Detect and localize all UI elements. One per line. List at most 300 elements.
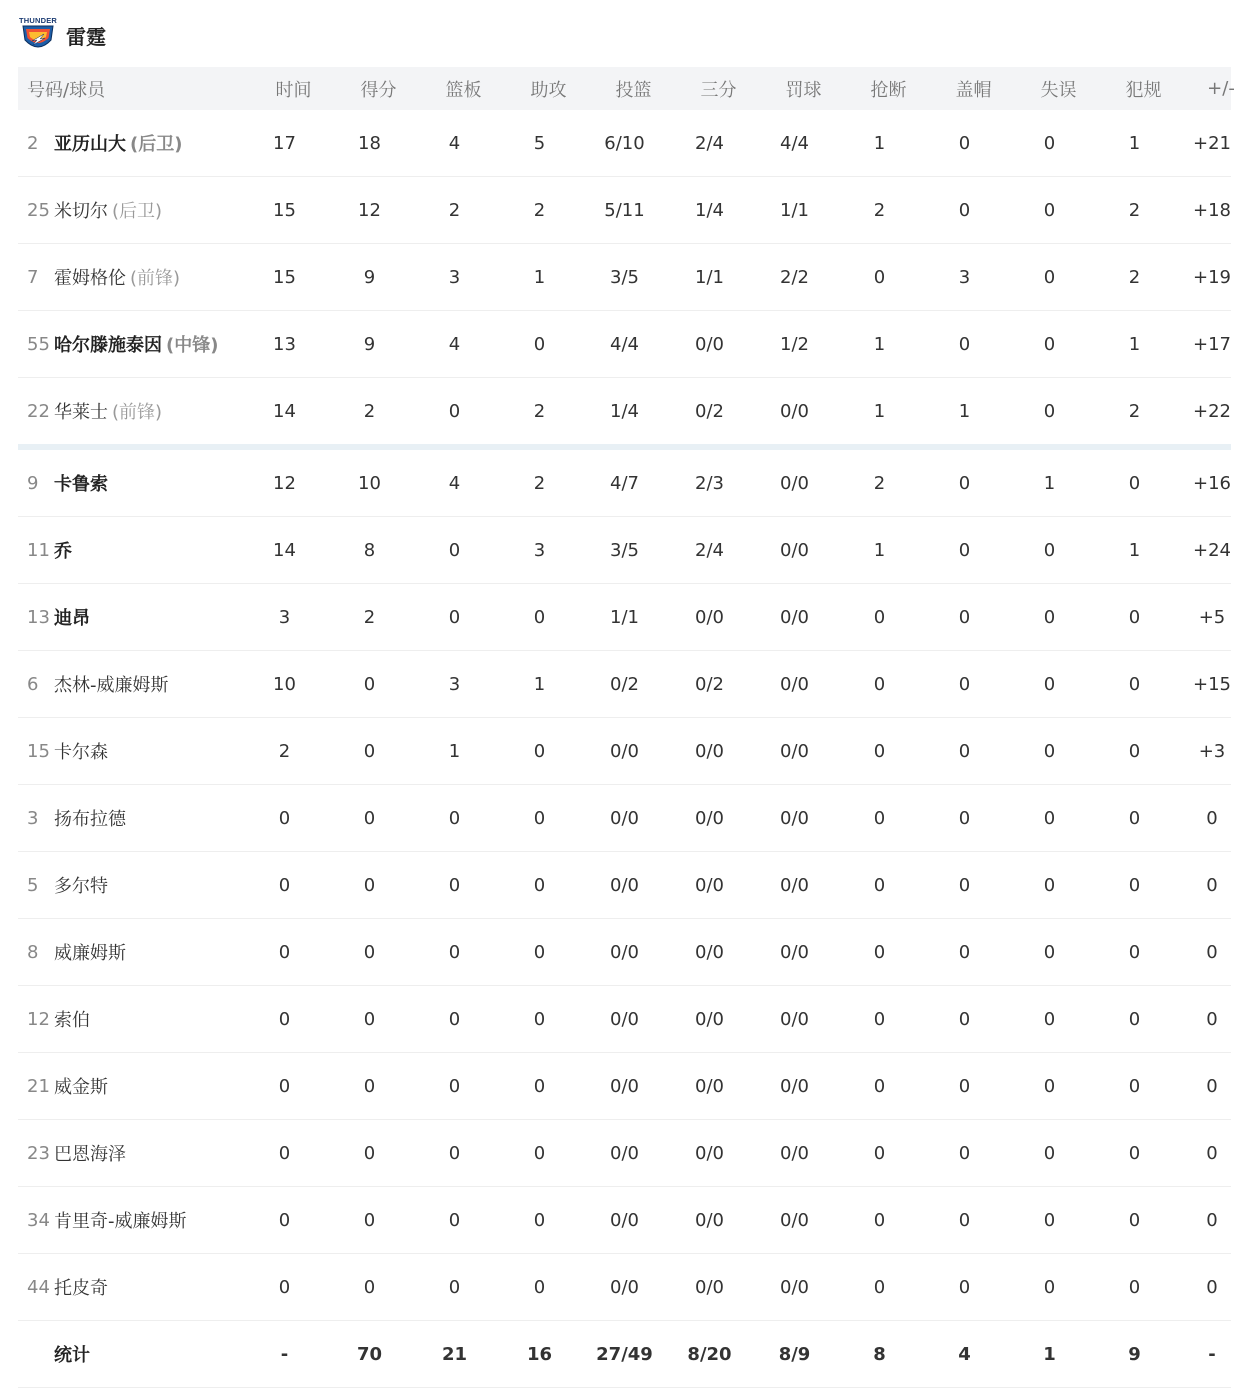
stat-turnovers: 1: [1043, 472, 1056, 494]
stat-blocks: 0: [958, 673, 971, 695]
total-three-pointers: 8/20: [687, 1343, 732, 1365]
stat-fouls: 0: [1128, 740, 1141, 762]
stat-minutes: 0: [278, 807, 291, 829]
player-number: 3: [27, 807, 39, 829]
stat-turnovers: 0: [1043, 1008, 1056, 1030]
player-number: 21: [27, 1075, 50, 1097]
column-header-turnovers[interactable]: 失误: [1040, 79, 1077, 101]
stat-minutes: 0: [278, 1075, 291, 1097]
stat-points: 0: [363, 874, 376, 896]
stat-rebounds: 4: [448, 132, 461, 154]
player-number: 34: [27, 1209, 50, 1231]
stat-plus-minus: 0: [1206, 1276, 1218, 1298]
player-number: 12: [27, 1008, 50, 1030]
stat-blocks: 0: [958, 606, 971, 628]
stat-blocks: 0: [958, 472, 971, 494]
stat-fouls: 2: [1128, 199, 1141, 221]
stat-turnovers: 0: [1043, 1209, 1056, 1231]
stat-free-throws: 1/2: [780, 333, 809, 355]
player-row[interactable]: [18, 1120, 1231, 1187]
stat-plus-minus: 0: [1206, 874, 1218, 896]
player-row[interactable]: [18, 517, 1231, 584]
stat-points: 8: [363, 539, 376, 561]
stat-three-pointers: 1/4: [695, 199, 724, 221]
stat-plus-minus: 0: [1206, 1008, 1218, 1030]
stat-plus-minus: +21: [1193, 132, 1231, 154]
stat-blocks: 0: [958, 539, 971, 561]
stat-fouls: 0: [1128, 673, 1141, 695]
stat-three-pointers: 2/4: [695, 539, 724, 561]
stat-field-goals: 6/10: [604, 132, 645, 154]
stat-field-goals: 0/0: [610, 1209, 639, 1231]
column-header-field-goals[interactable]: 投篮: [615, 79, 652, 101]
stat-field-goals: 0/0: [610, 1075, 639, 1097]
stat-turnovers: 0: [1043, 740, 1056, 762]
stat-three-pointers: 0/0: [695, 807, 724, 829]
stat-points: 0: [363, 1209, 376, 1231]
player-position: (前锋): [112, 402, 163, 423]
stat-turnovers: 0: [1043, 1276, 1056, 1298]
player-cell: [18, 939, 242, 965]
stat-minutes: 0: [278, 1142, 291, 1164]
player-row[interactable]: [18, 378, 1231, 445]
stat-assists: 2: [533, 199, 546, 221]
stat-assists: 0: [533, 941, 546, 963]
total-blocks: 4: [958, 1343, 971, 1365]
stat-rebounds: 0: [448, 1209, 461, 1231]
stat-steals: 1: [873, 132, 886, 154]
stat-field-goals: 4/7: [610, 472, 639, 494]
stat-rebounds: 3: [448, 266, 461, 288]
stat-plus-minus: +17: [1193, 333, 1231, 355]
stat-minutes: 0: [278, 874, 291, 896]
team-header: [18, 14, 106, 56]
stat-turnovers: 0: [1043, 1075, 1056, 1097]
player-row[interactable]: [18, 1187, 1231, 1254]
player-position: (中锋): [166, 335, 219, 356]
stat-fouls: 1: [1128, 539, 1141, 561]
stat-blocks: 3: [958, 266, 971, 288]
stat-field-goals: 0/2: [610, 673, 639, 695]
stat-field-goals: 0/0: [610, 941, 639, 963]
stat-fouls: 0: [1128, 472, 1141, 494]
player-row[interactable]: [18, 1254, 1231, 1321]
column-header-steals[interactable]: 抢断: [870, 79, 907, 101]
stat-plus-minus: 0: [1206, 941, 1218, 963]
total-free-throws: 8/9: [778, 1343, 811, 1365]
stat-assists: 0: [533, 1276, 546, 1298]
stat-free-throws: 0/0: [780, 807, 809, 829]
player-name[interactable]: 威金斯: [54, 1077, 108, 1098]
column-header-free-throws[interactable]: 罚球: [785, 79, 822, 101]
stat-free-throws: 0/0: [780, 400, 809, 422]
total-minutes: -: [280, 1343, 289, 1365]
stat-turnovers: 0: [1043, 1142, 1056, 1164]
player-row[interactable]: [18, 450, 1231, 517]
stat-rebounds: 0: [448, 941, 461, 963]
player-cell: [18, 197, 242, 223]
column-header-three-pointers[interactable]: 三分: [700, 79, 737, 101]
stat-turnovers: 0: [1043, 539, 1056, 561]
stat-blocks: 1: [958, 400, 971, 422]
player-name[interactable]: 卡鲁索: [54, 474, 108, 495]
stat-assists: 5: [533, 132, 546, 154]
stat-blocks: 0: [958, 1075, 971, 1097]
stat-plus-minus: 0: [1206, 1075, 1218, 1097]
player-row[interactable]: [18, 852, 1231, 919]
player-name[interactable]: 卡尔森: [54, 742, 108, 763]
stat-rebounds: 4: [448, 472, 461, 494]
stat-steals: 0: [873, 1008, 886, 1030]
stat-free-throws: 1/1: [780, 199, 809, 221]
player-name[interactable]: 多尔特: [54, 876, 108, 897]
stat-plus-minus: +19: [1193, 266, 1231, 288]
stat-field-goals: 0/0: [610, 807, 639, 829]
stat-rebounds: 0: [448, 874, 461, 896]
player-name[interactable]: 亚历山大: [54, 134, 126, 155]
column-header-assists[interactable]: 助攻: [530, 79, 567, 101]
player-row[interactable]: [18, 244, 1231, 311]
stat-plus-minus: +15: [1193, 673, 1231, 695]
player-number: 25: [27, 199, 50, 221]
starters-group: [18, 110, 1231, 445]
stat-three-pointers: 0/0: [695, 874, 724, 896]
player-name[interactable]: 肯里奇-威廉姆斯: [54, 1211, 187, 1232]
player-cell: [18, 130, 242, 156]
stat-points: 9: [363, 333, 376, 355]
column-header-fouls[interactable]: 犯规: [1125, 79, 1162, 101]
stat-plus-minus: +16: [1193, 472, 1231, 494]
stat-turnovers: 0: [1043, 266, 1056, 288]
player-cell: [18, 1140, 242, 1166]
stat-field-goals: 0/0: [610, 1008, 639, 1030]
player-row[interactable]: [18, 785, 1231, 852]
stat-points: 12: [358, 199, 381, 221]
stat-plus-minus: 0: [1206, 1142, 1218, 1164]
stat-rebounds: 1: [448, 740, 461, 762]
stat-minutes: 15: [273, 199, 296, 221]
player-cell: [18, 264, 242, 290]
player-cell: [18, 805, 242, 831]
stat-free-throws: 0/0: [780, 539, 809, 561]
stat-points: 0: [363, 1142, 376, 1164]
stat-rebounds: 4: [448, 333, 461, 355]
player-number: 15: [27, 740, 50, 762]
stat-minutes: 10: [273, 673, 296, 695]
player-cell: [18, 872, 242, 898]
stat-assists: 3: [533, 539, 546, 561]
stat-three-pointers: 0/0: [695, 740, 724, 762]
stat-three-pointers: 0/0: [695, 1209, 724, 1231]
stat-plus-minus: +22: [1193, 400, 1231, 422]
column-header-player: 号码/球员: [27, 79, 106, 101]
player-number: 55: [27, 333, 50, 355]
player-name[interactable]: 哈尔滕施泰因: [54, 335, 162, 356]
player-name[interactable]: 米切尔: [54, 201, 108, 222]
stat-three-pointers: 0/0: [695, 1008, 724, 1030]
stat-assists: 0: [533, 1075, 546, 1097]
stat-turnovers: 0: [1043, 333, 1056, 355]
column-header-blocks[interactable]: 盖帽: [955, 79, 992, 101]
column-header-points[interactable]: 得分: [360, 79, 397, 101]
player-row[interactable]: [18, 986, 1231, 1053]
stat-assists: 0: [533, 333, 546, 355]
stat-three-pointers: 0/0: [695, 606, 724, 628]
player-cell: [18, 470, 242, 496]
player-row[interactable]: [18, 311, 1231, 378]
stat-free-throws: 0/0: [780, 1142, 809, 1164]
player-name[interactable]: 扬布拉德: [54, 809, 126, 830]
stat-steals: 0: [873, 1276, 886, 1298]
stat-field-goals: 0/0: [610, 1142, 639, 1164]
bench-group: [18, 450, 1231, 1321]
stat-steals: 0: [873, 673, 886, 695]
player-number: 22: [27, 400, 50, 422]
stat-assists: 0: [533, 740, 546, 762]
stat-minutes: 0: [278, 1008, 291, 1030]
stat-minutes: 0: [278, 1276, 291, 1298]
stat-free-throws: 2/2: [780, 266, 809, 288]
player-name[interactable]: 威廉姆斯: [54, 943, 126, 964]
stat-points: 0: [363, 807, 376, 829]
stat-points: 0: [363, 1075, 376, 1097]
stat-turnovers: 0: [1043, 874, 1056, 896]
stat-plus-minus: +3: [1198, 740, 1226, 762]
stat-three-pointers: 0/0: [695, 1142, 724, 1164]
column-header-minutes[interactable]: 时间: [275, 79, 312, 101]
player-number: 8: [27, 941, 39, 963]
player-cell: [18, 1006, 242, 1032]
stat-minutes: 0: [278, 941, 291, 963]
stat-steals: 0: [873, 1075, 886, 1097]
stat-field-goals: 1/1: [610, 606, 639, 628]
stat-three-pointers: 1/1: [695, 266, 724, 288]
stat-plus-minus: 0: [1206, 807, 1218, 829]
stat-plus-minus: 0: [1206, 1209, 1218, 1231]
stat-fouls: 1: [1128, 333, 1141, 355]
stat-free-throws: 0/0: [780, 941, 809, 963]
stat-blocks: 0: [958, 1276, 971, 1298]
stat-steals: 1: [873, 333, 886, 355]
stat-turnovers: 0: [1043, 941, 1056, 963]
total-field-goals: 27/49: [596, 1343, 653, 1365]
stat-field-goals: 4/4: [610, 333, 639, 355]
stat-steals: 0: [873, 606, 886, 628]
player-name[interactable]: 托皮奇: [54, 1278, 108, 1299]
stat-free-throws: 0/0: [780, 1008, 809, 1030]
stat-assists: 2: [533, 472, 546, 494]
stat-steals: 0: [873, 1142, 886, 1164]
total-steals: 8: [873, 1343, 886, 1365]
player-row[interactable]: [18, 177, 1231, 244]
player-number: 5: [27, 874, 39, 896]
stat-three-pointers: 0/2: [695, 400, 724, 422]
box-score-table: [18, 67, 1235, 1388]
player-row[interactable]: [18, 1053, 1231, 1120]
stat-rebounds: 0: [448, 1008, 461, 1030]
stat-fouls: 0: [1128, 941, 1141, 963]
stat-three-pointers: 0/0: [695, 1075, 724, 1097]
stat-points: 2: [363, 606, 376, 628]
stat-fouls: 2: [1128, 400, 1141, 422]
player-name[interactable]: 迪昂: [54, 608, 90, 629]
stat-free-throws: 0/0: [780, 673, 809, 695]
stat-assists: 1: [533, 266, 546, 288]
player-position: (后卫): [112, 201, 163, 222]
stat-rebounds: 0: [448, 400, 461, 422]
player-row[interactable]: [18, 584, 1231, 651]
player-cell: [18, 537, 242, 563]
stat-blocks: 0: [958, 1209, 971, 1231]
stat-minutes: 13: [273, 333, 296, 355]
stat-rebounds: 0: [448, 1075, 461, 1097]
stat-three-pointers: 2/4: [695, 132, 724, 154]
stat-steals: 2: [873, 472, 886, 494]
stat-blocks: 0: [958, 1008, 971, 1030]
stat-three-pointers: 0/0: [695, 1276, 724, 1298]
stat-minutes: 14: [273, 400, 296, 422]
stat-assists: 0: [533, 874, 546, 896]
stat-points: 0: [363, 740, 376, 762]
player-name[interactable]: 华莱士: [54, 402, 108, 423]
player-name[interactable]: 霍姆格伦: [54, 268, 126, 289]
stat-rebounds: 0: [448, 1276, 461, 1298]
stat-assists: 0: [533, 807, 546, 829]
stat-field-goals: 5/11: [604, 199, 645, 221]
player-number: 9: [27, 472, 39, 494]
stat-points: 0: [363, 1008, 376, 1030]
stat-rebounds: 0: [448, 539, 461, 561]
stat-points: 18: [358, 132, 381, 154]
stat-blocks: 0: [958, 807, 971, 829]
column-header-rebounds[interactable]: 篮板: [445, 79, 482, 101]
player-cell: [18, 1073, 242, 1099]
player-number: 13: [27, 606, 50, 628]
stat-turnovers: 0: [1043, 606, 1056, 628]
player-cell: [18, 1207, 242, 1233]
player-cell: [18, 1274, 242, 1300]
player-number: 6: [27, 673, 39, 695]
total-points: 70: [356, 1343, 383, 1365]
player-row[interactable]: [18, 651, 1231, 718]
stat-field-goals: 1/4: [610, 400, 639, 422]
player-row[interactable]: [18, 110, 1231, 177]
stat-rebounds: 0: [448, 807, 461, 829]
stat-turnovers: 0: [1043, 132, 1056, 154]
stat-blocks: 0: [958, 199, 971, 221]
total-fouls: 9: [1128, 1343, 1141, 1365]
stat-assists: 0: [533, 1142, 546, 1164]
stat-minutes: 17: [273, 132, 296, 154]
stat-blocks: 0: [958, 941, 971, 963]
player-number: 7: [27, 266, 39, 288]
stat-rebounds: 0: [448, 1142, 461, 1164]
player-cell: [18, 398, 242, 424]
stat-steals: 0: [873, 941, 886, 963]
stat-steals: 1: [873, 400, 886, 422]
stat-fouls: 0: [1128, 1142, 1141, 1164]
player-name[interactable]: 巴恩海泽: [54, 1144, 126, 1165]
player-number: 23: [27, 1142, 50, 1164]
stat-steals: 0: [873, 266, 886, 288]
stat-assists: 2: [533, 400, 546, 422]
stat-field-goals: 0/0: [610, 740, 639, 762]
stat-minutes: 2: [278, 740, 291, 762]
stat-assists: 0: [533, 1008, 546, 1030]
stat-points: 9: [363, 266, 376, 288]
player-name[interactable]: 杰林-威廉姆斯: [54, 675, 169, 696]
stat-minutes: 0: [278, 1209, 291, 1231]
stat-free-throws: 0/0: [780, 1075, 809, 1097]
player-cell: [18, 738, 242, 764]
player-row[interactable]: [18, 718, 1231, 785]
player-position: (后卫): [130, 134, 183, 155]
player-name[interactable]: 索伯: [54, 1010, 90, 1031]
stat-three-pointers: 0/0: [695, 941, 724, 963]
stat-blocks: 0: [958, 1142, 971, 1164]
stat-steals: 0: [873, 874, 886, 896]
stat-three-pointers: 2/3: [695, 472, 724, 494]
stat-rebounds: 0: [448, 606, 461, 628]
player-cell: [18, 671, 242, 697]
stat-minutes: 15: [273, 266, 296, 288]
stat-points: 10: [358, 472, 381, 494]
team-total-row: [18, 1321, 1231, 1388]
player-number: 44: [27, 1276, 50, 1298]
stat-free-throws: 0/0: [780, 874, 809, 896]
column-header-plus-minus[interactable]: +/-: [1207, 78, 1235, 99]
stat-fouls: 0: [1128, 1209, 1141, 1231]
stat-plus-minus: +18: [1193, 199, 1231, 221]
stat-points: 0: [363, 673, 376, 695]
total-rebounds: 21: [441, 1343, 468, 1365]
stat-fouls: 0: [1128, 1276, 1141, 1298]
stat-assists: 1: [533, 673, 546, 695]
stat-field-goals: 3/5: [610, 266, 639, 288]
stat-fouls: 0: [1128, 1008, 1141, 1030]
stat-field-goals: 0/0: [610, 1276, 639, 1298]
player-number: 11: [27, 539, 50, 561]
stat-free-throws: 4/4: [780, 132, 809, 154]
stat-steals: 0: [873, 740, 886, 762]
player-name[interactable]: 乔: [54, 541, 72, 562]
player-cell: [18, 604, 242, 630]
stat-assists: 0: [533, 1209, 546, 1231]
stat-fouls: 0: [1128, 874, 1141, 896]
stat-points: 0: [363, 1276, 376, 1298]
stat-free-throws: 0/0: [780, 606, 809, 628]
stat-minutes: 14: [273, 539, 296, 561]
stat-turnovers: 0: [1043, 673, 1056, 695]
stat-steals: 2: [873, 199, 886, 221]
stat-turnovers: 0: [1043, 807, 1056, 829]
stat-fouls: 1: [1128, 132, 1141, 154]
total-turnovers: 1: [1043, 1343, 1056, 1365]
stat-steals: 0: [873, 807, 886, 829]
stat-minutes: 12: [273, 472, 296, 494]
player-row[interactable]: [18, 919, 1231, 986]
team-name: 雷霆: [66, 24, 106, 49]
total-assists: 16: [526, 1343, 553, 1365]
stat-blocks: 0: [958, 132, 971, 154]
stat-minutes: 3: [278, 606, 291, 628]
total-label-cell: [18, 1341, 242, 1367]
stat-field-goals: 3/5: [610, 539, 639, 561]
stat-blocks: 0: [958, 874, 971, 896]
stat-field-goals: 0/0: [610, 874, 639, 896]
stat-three-pointers: 0/2: [695, 673, 724, 695]
stat-turnovers: 0: [1043, 199, 1056, 221]
